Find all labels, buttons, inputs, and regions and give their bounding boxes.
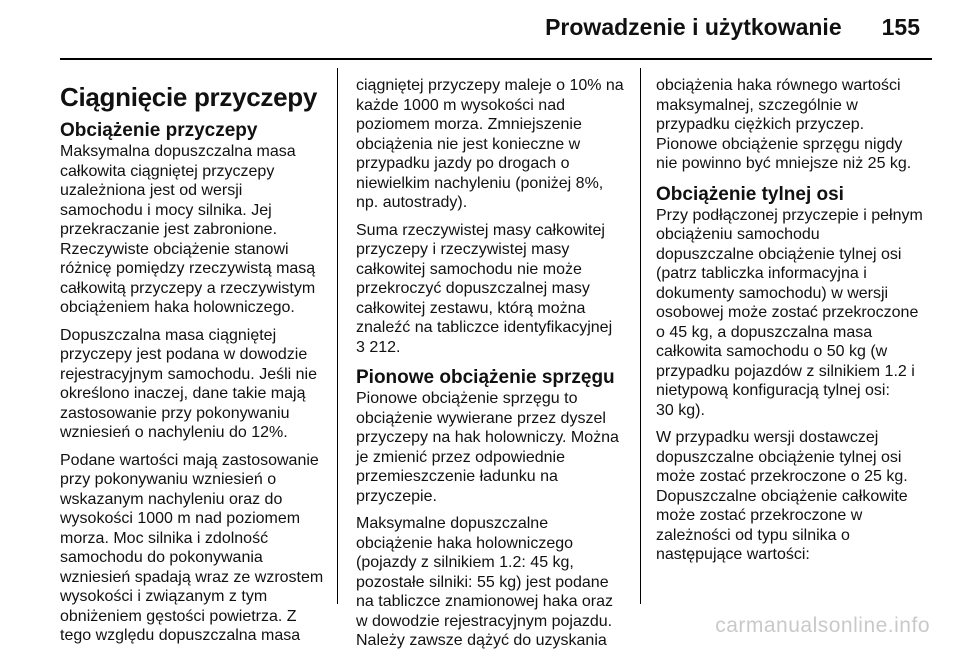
page-header [545, 14, 920, 41]
text-line: przyczepie. [356, 487, 437, 505]
text-line: przekraczanie jest zabronione. [60, 221, 278, 238]
text-line: Suma rzeczywistej masy całkowitej [356, 221, 605, 239]
text-line: zależności od typu silnika o [656, 526, 850, 544]
text-line: nietypową konfiguracją tylnej osi: [656, 382, 890, 399]
text-line: osobowej może zostać przekroczone [656, 304, 919, 321]
text-line: na tabliczce znamionowej haka oraz [356, 593, 614, 610]
text-line: następujące wartości: [656, 546, 810, 563]
text-line: rejestracyjnym samochodu. Jeśli nie [60, 365, 317, 383]
text-line: Pionowe obciążenie sprzęgu to [356, 390, 578, 407]
text-line: przekroczyć dopuszczalnej masy [356, 280, 590, 297]
text-line: przypadku pojazdów z silnikiem 1.2 i [656, 362, 915, 380]
text-line: obniżeniem gęstości powietrza. Z [60, 607, 297, 625]
text-line: przy pokonywaniu wzniesień o [60, 471, 277, 488]
text-line: wysokości i związanym z tym [60, 588, 268, 605]
text-line: morza. Moc silnika i zdolność [60, 529, 269, 547]
text-line: przyczepy i rzeczywistej masy [356, 241, 570, 258]
text-line: pozostałe silniki: 55 kg) jest podane [356, 573, 609, 591]
text-line: Maksymalna dopuszczalna masa [60, 143, 296, 160]
text-line: przypadku ciężkich przyczep. [656, 116, 865, 133]
text-line: wzniesień o nachyleniu do 12%. [60, 424, 288, 441]
text-line: w dowodzie rejestracyjnym pojazdu. [356, 612, 613, 630]
text-line: obciążenia nie jest konieczne w [356, 135, 581, 153]
column-divider-1 [337, 68, 338, 604]
reference-page: 212. [369, 338, 401, 356]
text-line: Dopuszczalna masa ciągniętej [60, 326, 277, 344]
text-line: Pionowe obciążenie sprzęgu nigdy [656, 135, 903, 153]
text-line: je zmienić przez odpowiednie [356, 448, 565, 466]
text-line: Należy zawsze dążyć do uzyskania [356, 632, 607, 649]
text-line: obciążenie haka holowniczego [356, 534, 574, 552]
text-line: nie powinno być mniejsze niż 25 kg. [656, 155, 912, 172]
text-line: Rzeczywiste obciążenie stanowi [60, 240, 289, 258]
text-line: obciążeniu samochodu [656, 226, 820, 243]
section-heading-trailer-load: Obciążenie przyczepy [60, 120, 258, 141]
header-rule [60, 58, 932, 60]
text-line: dokumenty samochodu) w wersji [656, 284, 889, 302]
text-line: tego względu dopuszczalna masa [60, 627, 301, 644]
text-line: 30 kg). [656, 401, 705, 419]
watermark: carmanualsonline.info [715, 614, 930, 637]
paragraph [656, 428, 924, 565]
paragraph [356, 221, 634, 358]
text-line: wskazanym nachyleniu oraz do [60, 490, 283, 508]
paragraph [656, 206, 924, 421]
text-line: różnicę pomiędzy rzeczywistą masą [60, 260, 316, 277]
text-line: niewielkim nachyleniu (poniżej 8%, [356, 174, 604, 192]
text-line: ciągniętej przyczepy maleje o 10% na [356, 77, 624, 94]
text-line: obciążenie wywierane przez dyszel [356, 409, 606, 427]
text-line: samochodu i mocy silnika. Jej [60, 201, 272, 219]
text-line: W przypadku wersji dostawczej [656, 429, 879, 446]
text-line: dopuszczalne obciążenie tylnej osi [656, 448, 902, 466]
page-number: 155 [881, 14, 920, 40]
text-line: przyczepy na hak holowniczy. Można [356, 429, 619, 446]
text-line: przemieszczenie ładunku na [356, 468, 558, 485]
text-line: wzniesień spadają wraz ze wzrostem [60, 568, 324, 586]
text-line: może zostać przekroczone w [656, 507, 863, 524]
text-line: (patrz tabliczka informacyjna i [656, 265, 867, 282]
text-line: całkowitej samochodu nie może [356, 260, 582, 278]
chapter-title: Ciągnięcie przyczepy [60, 82, 317, 112]
header-title: Prowadzenie i użytkowanie [545, 14, 842, 40]
section-heading-coupling-load: Pionowe obciążenie sprzęgu [356, 367, 615, 388]
text-line: poziomem morza. Zmniejszenie [356, 116, 582, 133]
paragraph [356, 514, 634, 651]
text-line: całkowita ciągniętej przyczepy [60, 162, 275, 180]
text-line: obciążeniem haka holowniczego. [60, 299, 295, 316]
text-line: całkowitą przyczepy a rzeczywistym [60, 279, 316, 297]
paragraph [60, 326, 330, 443]
text-line: określono inaczej, dane takie mają [60, 385, 306, 402]
text-line: o 45 kg, a dopuszczalna masa [656, 323, 873, 341]
paragraph [60, 142, 330, 318]
reference-arrow-icon: 3 [356, 338, 365, 356]
paragraph [656, 76, 924, 174]
text-line: maksymalnej, szczególnie w [656, 96, 858, 114]
section-heading-rear-axle-load: Obciążenie tylnej osi [656, 183, 844, 205]
text-line: wysokości 1000 m nad poziomem [60, 510, 301, 527]
text-line: całkowita samochodu o 50 kg (w [656, 343, 888, 360]
column-2 [356, 76, 634, 659]
text-line: (pojazdy z silnikiem 1.2: 45 kg, [356, 554, 574, 571]
text-line: zastosowanie przy pokonywaniu [60, 404, 290, 422]
text-line: całkowitej zestawu, którą można [356, 299, 586, 317]
paragraph-lines [356, 221, 634, 338]
column-3 [656, 76, 924, 573]
paragraph [60, 451, 330, 646]
text-line: przyczepy jest podana w dowodzie [60, 346, 308, 363]
column-divider-2 [640, 68, 641, 604]
paragraph [356, 389, 634, 506]
page-reference [356, 338, 634, 358]
text-line: każde 1000 m wysokości nad [356, 96, 565, 114]
text-line: może zostać przekroczone o 25 kg. [656, 468, 908, 485]
column-1 [60, 76, 330, 654]
paragraph [356, 76, 634, 213]
text-line: samochodu do pokonywania [60, 549, 263, 566]
text-line: obciążenia haka równego wartości [656, 77, 901, 94]
text-line: dopuszczalne obciążenie tylnej osi [656, 245, 902, 263]
text-line: znaleźć na tabliczce identyfikacyjnej [356, 319, 613, 336]
text-line: np. autostrady). [356, 194, 468, 211]
text-line: Maksymalne dopuszczalne [356, 515, 549, 532]
text-line: Podane wartości mają zastosowanie [60, 451, 319, 469]
text-line: Przy podłączonej przyczepie i pełnym [656, 206, 923, 224]
text-line: uzależniona jest od wersji [60, 182, 243, 199]
text-line: przypadku jazdy po drogach o [356, 155, 570, 172]
text-line: Dopuszczalne obciążenie całkowite [656, 487, 908, 505]
